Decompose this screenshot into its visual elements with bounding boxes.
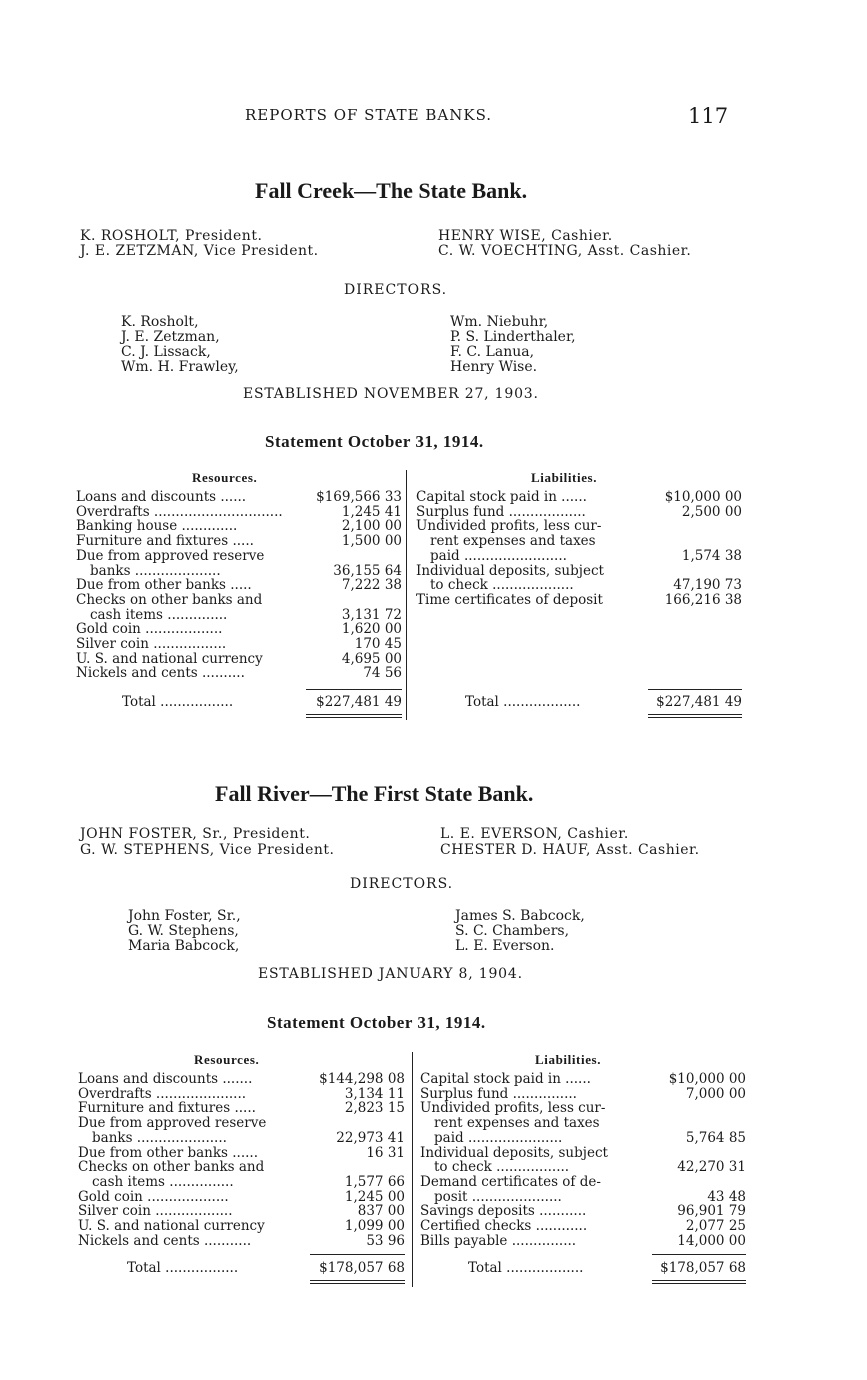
double-rule-liabilities	[652, 1280, 746, 1281]
ledger-item-label: Furniture and fixtures .....	[78, 1100, 256, 1117]
ledger-item-amount: 1,245 00	[344, 1188, 405, 1205]
ledger-item-label: banks ....................	[90, 562, 221, 579]
statement-title: Statement October 31, 1914.	[267, 1013, 486, 1032]
ledger-item-amount: 5,764 85	[685, 1129, 746, 1146]
officer-asst-cashier: CHESTER D. HAUF, Asst. Cashier.	[440, 842, 700, 858]
bank-title: Fall River—The First State Bank.	[215, 781, 534, 806]
ledger-item-label: Capital stock paid in ......	[420, 1071, 591, 1087]
running-header: REPORTS OF STATE BANKS.	[245, 106, 493, 124]
total-amount: $178,057 68	[660, 1260, 746, 1276]
ledger-row	[78, 1234, 405, 1249]
statement-title: Statement October 31, 1914.	[265, 432, 484, 451]
ledger-item-amount: 2,077 25	[685, 1218, 746, 1234]
ledger-row	[76, 578, 402, 593]
ledger-row	[420, 1234, 746, 1249]
double-rule-resources	[310, 1280, 405, 1281]
ledger-row	[76, 637, 402, 652]
ledger-item-amount: 7,000 00	[685, 1085, 746, 1102]
ledger-item-label: to check .................	[434, 1159, 570, 1176]
ledger-item-label: Loans and discounts .......	[78, 1071, 253, 1087]
ledger-item-amount: 1,245 41	[341, 503, 402, 520]
ledger-row	[76, 593, 402, 608]
ledger-row	[76, 534, 402, 549]
directors-heading: DIRECTORS.	[350, 876, 454, 892]
ledger-item-label: Overdrafts ..............................	[76, 503, 283, 520]
ledger-row	[76, 549, 402, 564]
ledger-item-label: Certified checks ............	[420, 1218, 588, 1234]
ledger-row	[78, 1160, 405, 1175]
double-rule-liabilities	[652, 1283, 746, 1284]
established-date: ESTABLISHED JANUARY 8, 1904.	[258, 966, 523, 982]
ledger-item-label: Capital stock paid in ......	[416, 489, 587, 505]
ledger-item-label: Overdrafts .....................	[78, 1085, 247, 1102]
ledger-item-amount: 1,099 00	[344, 1218, 405, 1234]
ledger-item-label: Banking house .............	[76, 518, 238, 535]
ledger-row	[420, 1131, 746, 1146]
ledger-item-label: Silver coin .................	[76, 636, 227, 652]
ledger-item-amount: 1,500 00	[341, 533, 402, 550]
page-number: 117	[688, 104, 729, 128]
double-rule-liabilities	[648, 714, 742, 715]
ledger-row	[416, 578, 742, 593]
ledger-item-amount: 1,574 38	[681, 547, 742, 564]
ledger-item-label: Individual deposits, subject	[420, 1144, 608, 1161]
ledger-item-label: Nickels and cents ..........	[76, 665, 245, 682]
directors-right-list	[455, 909, 585, 954]
ledger-item-label: Demand certificates of de-	[420, 1173, 601, 1190]
total-label: Total .................	[127, 1260, 239, 1276]
ledger-item-amount: 837 00	[357, 1203, 405, 1220]
ledger-item-label: U. S. and national currency	[76, 650, 263, 667]
ledger-row	[420, 1116, 746, 1131]
total-amount: $227,481 49	[656, 694, 742, 710]
total-label: Total .................	[122, 694, 234, 710]
ledger-item-amount: 42,270 31	[677, 1159, 746, 1176]
director-name: F. C. Lanua,	[450, 344, 535, 360]
ledger-item-label: Bills payable ...............	[420, 1232, 577, 1249]
ledger-item-amount: 1,577 66	[344, 1173, 405, 1190]
ledger-item-amount: 43 48	[707, 1188, 746, 1205]
director-name: L. E. Everson.	[455, 938, 555, 954]
ledger-item-label: Individual deposits, subject	[416, 562, 604, 579]
ledger-item-label: cash items ..............	[90, 606, 228, 623]
ledger-item-amount: 22,973 41	[336, 1129, 405, 1146]
ledger-item-amount: $10,000 00	[668, 1071, 746, 1087]
ledger-row	[416, 549, 742, 564]
total-row-liabilities	[468, 1261, 746, 1276]
ledger-row	[420, 1175, 746, 1190]
established-date: ESTABLISHED NOVEMBER 27, 1903.	[243, 386, 539, 402]
ledger-row	[76, 490, 402, 505]
ledger-item-label: Nickels and cents ...........	[78, 1232, 252, 1249]
ledger-item-amount: 2,500 00	[681, 503, 742, 520]
director-name: Henry Wise.	[450, 359, 538, 375]
double-rule-resources	[306, 714, 402, 715]
total-row-resources	[127, 1261, 405, 1276]
total-rule-resources	[310, 1254, 405, 1255]
director-name: C. J. Lissack,	[121, 344, 211, 360]
ledger-item-label: Due from approved reserve	[78, 1115, 267, 1132]
ledger-item-amount: 3,131 72	[341, 606, 402, 623]
ledger-item-label: Loans and discounts ......	[76, 489, 247, 505]
total-rule-resources	[306, 689, 402, 690]
bank-title: Fall Creek—The State Bank.	[255, 178, 528, 203]
officer-vice-president: J. E. ZETZMAN, Vice President.	[80, 243, 319, 259]
director-name: J. E. Zetzman,	[121, 329, 220, 345]
director-name: G. W. Stephens,	[128, 923, 239, 939]
officer-cashier: HENRY WISE, Cashier.	[438, 228, 613, 244]
ledger-item-label: Due from other banks .....	[76, 577, 252, 594]
ledger-item-amount: 36,155 64	[333, 562, 402, 579]
ledger-item-amount: 74 56	[363, 665, 402, 682]
ledger-row	[78, 1072, 405, 1087]
ledger-item-label: posit .....................	[434, 1188, 562, 1205]
officer-asst-cashier: C. W. VOECHTING, Asst. Cashier.	[438, 243, 692, 259]
ledger-item-label: cash items ...............	[92, 1173, 234, 1190]
ledger-row	[416, 490, 742, 505]
director-name: John Foster, Sr.,	[128, 908, 241, 924]
officer-cashier: L. E. EVERSON, Cashier.	[440, 826, 629, 842]
ledger-item-label: Due from approved reserve	[76, 547, 265, 564]
director-name: S. C. Chambers,	[455, 923, 570, 939]
ledger-item-label: rent expenses and taxes	[434, 1115, 600, 1132]
ledger-item-amount: 2,100 00	[341, 518, 402, 535]
ledger-item-label: Checks on other banks and	[78, 1159, 265, 1176]
double-rule-resources	[310, 1283, 405, 1284]
ledger-item-amount: 47,190 73	[673, 577, 742, 594]
ledger-item-amount: 2,823 15	[344, 1100, 405, 1117]
director-name: Maria Babcock,	[128, 938, 240, 954]
ledger-item-label: paid ......................	[434, 1129, 563, 1146]
ledger-row	[76, 666, 402, 681]
ledger-row	[78, 1131, 405, 1146]
total-row-resources	[122, 695, 402, 710]
ledger-item-label: banks .....................	[92, 1129, 227, 1146]
ledger-item-label: Gold coin ...................	[78, 1188, 229, 1205]
liabilities-heading: Liabilities.	[535, 1052, 602, 1067]
ledger-item-amount: 4,695 00	[341, 650, 402, 667]
total-rule-liabilities	[652, 1254, 746, 1255]
ledger-item-label: Surplus fund ...............	[420, 1085, 577, 1102]
ledger-item-amount: 16 31	[366, 1144, 405, 1161]
ledger-item-amount: $169,566 33	[316, 489, 402, 505]
ledger-item-amount: 166,216 38	[664, 591, 742, 608]
director-name: Wm. H. Frawley,	[121, 359, 239, 375]
total-row-liabilities	[465, 695, 742, 710]
ledger-item-amount: 96,901 79	[677, 1203, 746, 1220]
ledger-item-label: Surplus fund ..................	[416, 503, 586, 520]
double-rule-resources	[306, 717, 402, 718]
ledger-item-amount: 1,620 00	[341, 621, 402, 638]
director-name: James S. Babcock,	[455, 908, 585, 924]
resources-heading: Resources.	[194, 1052, 260, 1067]
ledger-item-amount: 170 45	[354, 636, 402, 652]
ledger-row	[78, 1219, 405, 1234]
column-divider	[412, 1052, 413, 1287]
ledger-row	[420, 1219, 746, 1234]
ledger-item-amount: 14,000 00	[677, 1232, 746, 1249]
director-name: K. Rosholt,	[121, 314, 199, 330]
directors-left-list	[128, 909, 241, 954]
ledger-row	[78, 1175, 405, 1190]
ledger-item-label: to check ...................	[430, 577, 574, 594]
ledger-item-label: Undivided profits, less cur-	[416, 518, 602, 535]
director-name: Wm. Niebuhr,	[450, 314, 549, 330]
ledger-item-label: Gold coin ..................	[76, 621, 223, 638]
total-label: Total ..................	[468, 1260, 584, 1276]
directors-right-list	[450, 315, 576, 375]
ledger-row	[416, 593, 742, 608]
ledger-item-amount: $10,000 00	[664, 489, 742, 505]
ledger-item-label: paid ........................	[430, 547, 567, 564]
ledger-item-amount: 3,134 11	[344, 1085, 405, 1102]
total-label: Total ..................	[465, 694, 581, 710]
ledger-item-label: Checks on other banks and	[76, 591, 263, 608]
ledger-item-label: Undivided profits, less cur-	[420, 1100, 606, 1117]
ledger-row	[420, 1072, 746, 1087]
ledger-item-label: Silver coin ..................	[78, 1203, 233, 1220]
ledger-row	[78, 1116, 405, 1131]
directors-left-list	[121, 315, 239, 375]
officer-president: K. ROSHOLT, President.	[80, 228, 263, 244]
ledger-item-amount: 7,222 38	[341, 577, 402, 594]
total-amount: $227,481 49	[316, 694, 402, 710]
total-amount: $178,057 68	[319, 1260, 405, 1276]
officer-vice-president: G. W. STEPHENS, Vice President.	[80, 842, 335, 858]
ledger-item-label: Due from other banks ......	[78, 1144, 258, 1161]
ledger-item-amount: 53 96	[366, 1232, 405, 1249]
ledger-row	[416, 534, 742, 549]
column-divider	[406, 470, 407, 720]
directors-heading: DIRECTORS.	[344, 282, 448, 298]
double-rule-liabilities	[648, 717, 742, 718]
ledger-item-label: rent expenses and taxes	[430, 533, 596, 550]
resources-heading: Resources.	[192, 470, 258, 485]
ledger-item-amount: $144,298 08	[319, 1071, 405, 1087]
ledger-item-label: U. S. and national currency	[78, 1218, 265, 1234]
total-rule-liabilities	[648, 689, 742, 690]
ledger-item-label: Furniture and fixtures .....	[76, 533, 254, 550]
ledger-item-label: Savings deposits ...........	[420, 1203, 587, 1220]
liabilities-heading: Liabilities.	[531, 470, 598, 485]
ledger-item-label: Time certificates of deposit	[416, 591, 603, 608]
officer-president: JOHN FOSTER, Sr., President.	[80, 826, 311, 842]
ledger-row	[420, 1160, 746, 1175]
director-name: P. S. Linderthaler,	[450, 329, 576, 345]
